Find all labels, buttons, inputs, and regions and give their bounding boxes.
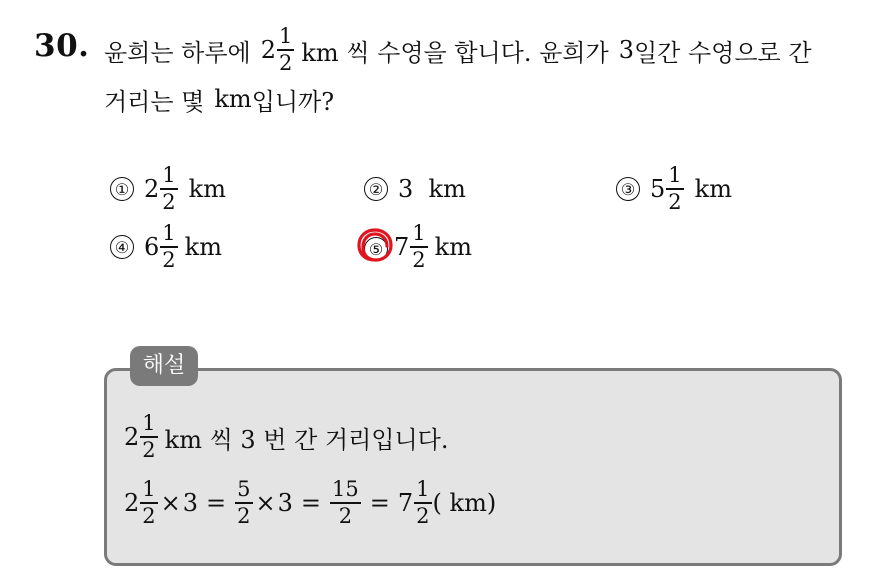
fraction-numerator: 5 <box>237 477 251 501</box>
fraction <box>235 479 252 527</box>
choice-label: ② <box>364 177 388 201</box>
fraction-denominator: 2 <box>142 504 156 528</box>
mixed-whole: 5 <box>650 175 666 203</box>
fraction-numerator: 1 <box>412 221 426 245</box>
fraction-denominator: 2 <box>142 438 156 462</box>
fraction <box>160 165 177 213</box>
choice-unit: km <box>694 175 732 203</box>
explanation-text: km 씩 3 번 간 거리입니다. <box>164 425 449 454</box>
fraction-denominator: 2 <box>416 504 430 528</box>
mixed-whole: 2 <box>144 175 160 203</box>
fraction-denominator: 2 <box>338 504 353 528</box>
mixed-whole: 2 <box>260 36 277 64</box>
choice-1[interactable] <box>110 160 226 218</box>
question-number: 30. <box>34 28 90 64</box>
choice-label: ③ <box>616 177 640 201</box>
fraction-numerator: 1 <box>279 24 293 48</box>
multiplier: 3 <box>182 489 199 517</box>
fraction-denominator: 2 <box>668 190 682 214</box>
choice-label: ④ <box>110 235 134 259</box>
fraction-denominator: 2 <box>412 248 426 272</box>
question-text-2c: 입니까? <box>251 87 335 116</box>
choice-4[interactable] <box>110 218 222 276</box>
explanation-line-1 <box>124 408 448 466</box>
fraction <box>330 479 361 527</box>
choice-unit: km <box>184 233 222 261</box>
times-sign: × <box>255 489 276 517</box>
fraction-numerator: 1 <box>668 163 682 187</box>
choice-3[interactable] <box>616 160 732 218</box>
question-text-e: 일간 수영으로 간 <box>633 38 812 67</box>
explanation-tab: 해설 <box>130 346 198 386</box>
choice-label: ① <box>110 177 134 201</box>
question-line-1 <box>104 22 812 78</box>
fraction <box>414 479 431 527</box>
explanation-equation <box>124 473 496 533</box>
question-text-a: 윤희는 하루에 <box>104 38 251 67</box>
equals-sign: = <box>369 489 390 517</box>
mixed-whole: 2 <box>124 423 140 451</box>
equals-sign: = <box>206 489 227 517</box>
fraction <box>666 165 683 213</box>
choice-unit: km <box>188 175 226 203</box>
equals-sign: = <box>300 489 322 517</box>
fraction-denominator: 2 <box>162 248 176 272</box>
fraction-numerator: 1 <box>416 477 430 501</box>
fraction-numerator: 1 <box>142 411 156 435</box>
fraction <box>140 413 157 461</box>
mixed-whole: 7 <box>397 489 414 517</box>
choice-2[interactable] <box>364 160 466 218</box>
choice-label-wrap <box>364 233 394 261</box>
explanation-box <box>104 368 842 566</box>
choice-text: 3 km <box>398 175 466 203</box>
fraction <box>410 223 427 271</box>
question-text-c: km 씩 수영을 합니다. 윤희가 <box>301 38 609 67</box>
mixed-whole: 7 <box>394 233 410 261</box>
mixed-whole: 6 <box>144 233 160 261</box>
fraction-denominator: 2 <box>279 51 293 75</box>
fraction-denominator: 2 <box>237 504 251 528</box>
fraction <box>140 479 157 527</box>
result-unit: ( km) <box>432 489 497 517</box>
fraction-numerator: 1 <box>142 477 156 501</box>
fraction <box>160 223 177 271</box>
choice-5[interactable] <box>364 218 472 276</box>
fraction-denominator: 2 <box>162 190 176 214</box>
times-sign: × <box>160 489 181 517</box>
question-unit: km <box>214 85 252 113</box>
fraction-numerator: 15 <box>332 477 359 501</box>
fraction <box>277 26 294 74</box>
mixed-whole: 2 <box>124 489 140 517</box>
fraction-numerator: 1 <box>162 163 176 187</box>
question-text-2a: 거리는 몇 <box>104 87 205 116</box>
choice-unit: km <box>434 233 472 261</box>
fraction-numerator: 1 <box>162 221 176 245</box>
multiplier: 3 <box>277 489 293 517</box>
question-days: 3 <box>618 36 634 64</box>
question-line-2 <box>104 82 334 116</box>
choice-label: ⑤ <box>364 237 388 261</box>
